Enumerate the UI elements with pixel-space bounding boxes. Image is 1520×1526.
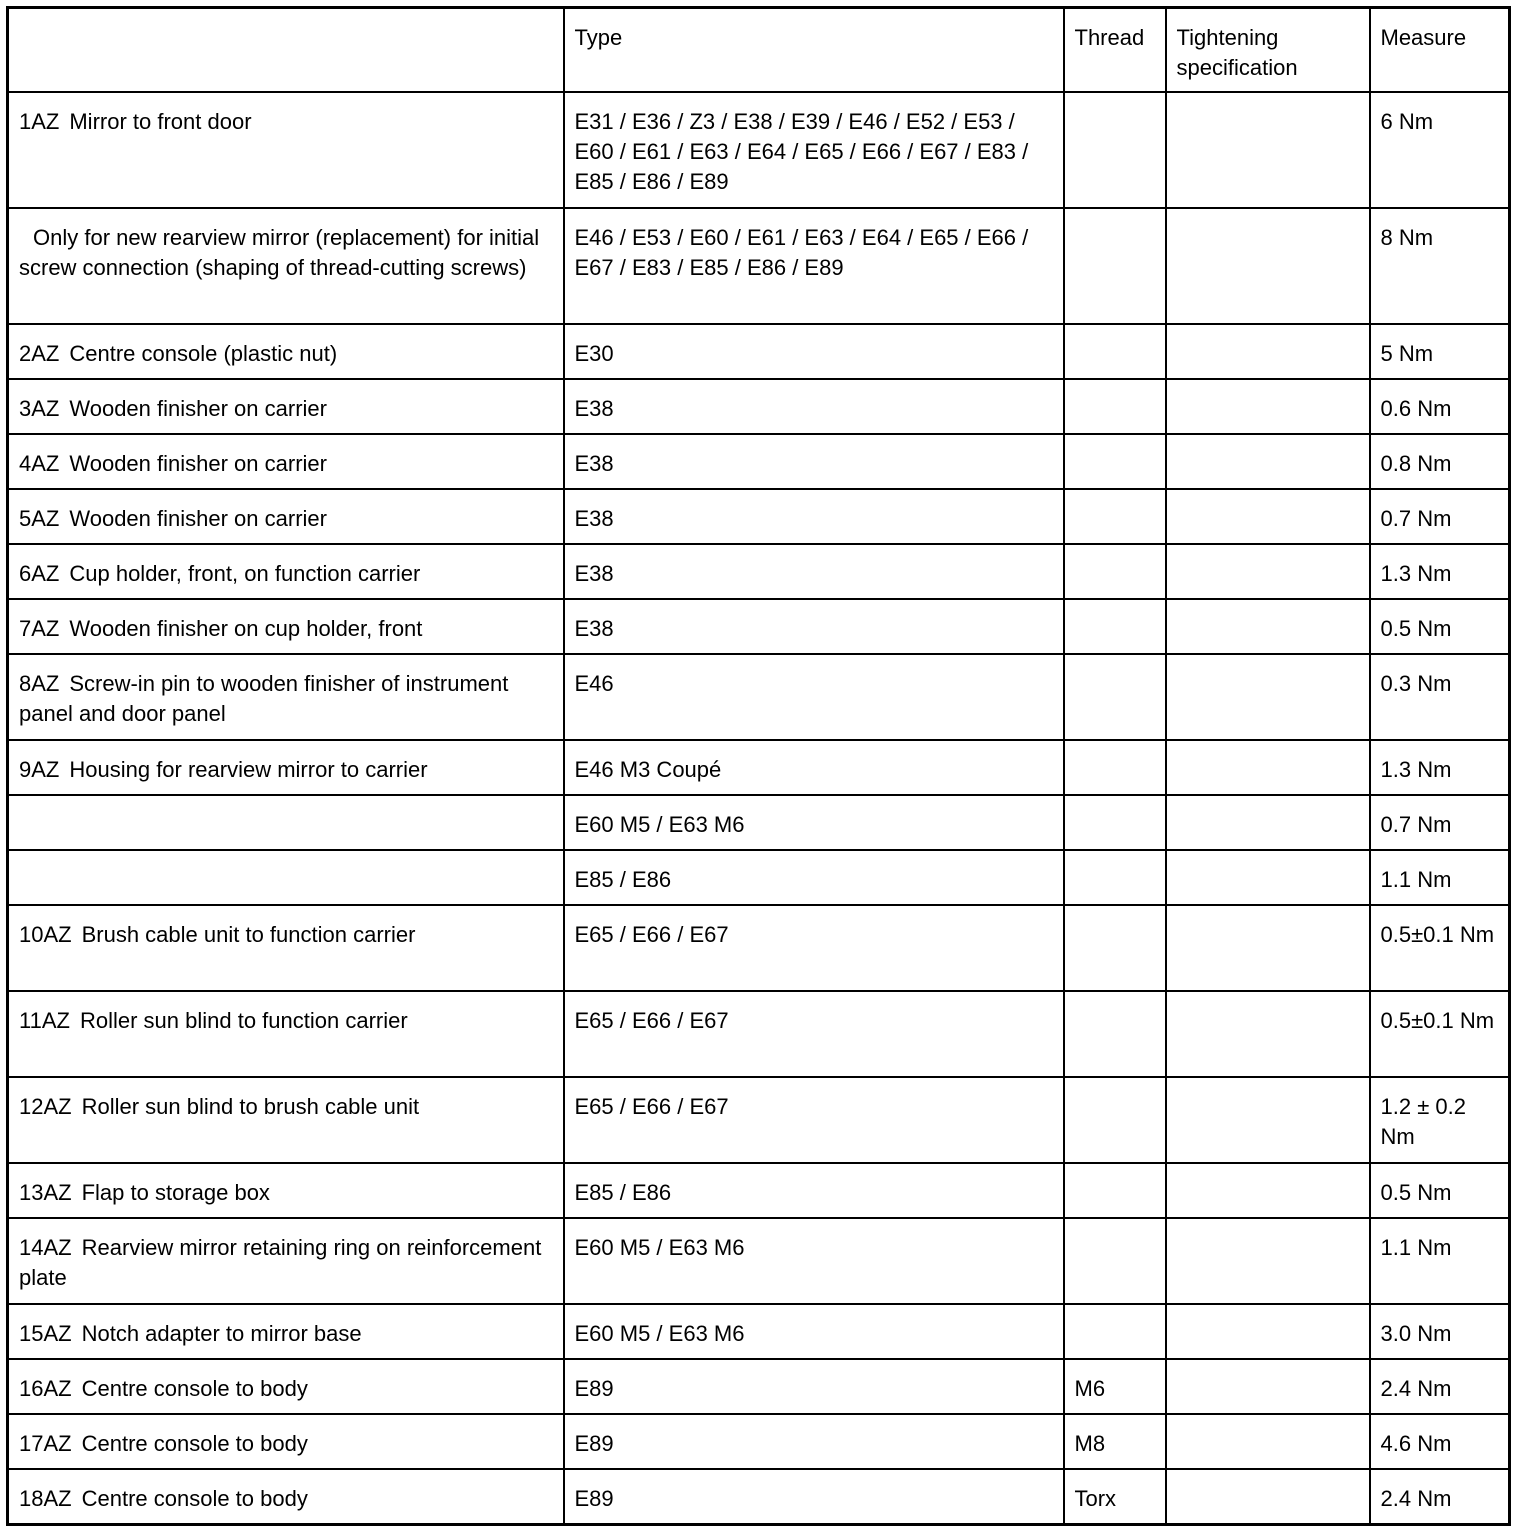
type-cell: E89 [564,1414,1064,1469]
table-row [8,208,1510,324]
measure-cell: 1.3 Nm [1370,544,1510,599]
item-description: Centre console (plastic nut) [69,341,338,366]
measure-cell: 1.1 Nm [1370,850,1510,905]
type-cell: E30 [564,324,1064,379]
item-id: 4AZ [19,451,60,476]
tightening-cell [1166,905,1370,991]
item-id: 5AZ [19,506,60,531]
tightening-cell [1166,434,1370,489]
item-id: 3AZ [19,396,60,421]
item-description: Screw-in pin to wooden finisher of instrument panel and door panel [19,671,509,726]
type-cell: E38 [564,599,1064,654]
type-cell: E38 [564,544,1064,599]
item-id: 12AZ [19,1094,72,1119]
item-cell [8,324,564,379]
item-description: Wooden finisher on carrier [69,506,327,531]
item-id: 18AZ [19,1486,72,1511]
item-cell [8,850,564,905]
item-cell [8,1304,564,1359]
type-cell: E31 / E36 / Z3 / E38 / E39 / E46 / E52 / E53 / E60 / E61 / E63 / E64 / E65 / E66 / E67 / E83 / E85 / E86 / E89 [564,92,1064,208]
type-cell: E46 M3 Coupé [564,740,1064,795]
table-row [8,92,1510,208]
item-description: Only for new rearview mirror (replacement) for initial screw connection (shaping of thread-cutting screws) [19,225,540,280]
tightening-cell [1166,544,1370,599]
thread-cell [1064,991,1166,1077]
measure-cell: 0.5 Nm [1370,599,1510,654]
item-id: 11AZ [19,1008,70,1033]
item-id: 10AZ [19,922,72,947]
table-row [8,324,1510,379]
type-cell: E89 [564,1359,1064,1414]
type-cell: E65 / E66 / E67 [564,991,1064,1077]
table-row [8,991,1510,1077]
table-row [8,1218,1510,1304]
measure-cell: 0.7 Nm [1370,489,1510,544]
measure-cell: 8 Nm [1370,208,1510,324]
table-row [8,1414,1510,1469]
item-id: 7AZ [19,616,60,641]
type-cell: E60 M5 / E63 M6 [564,1304,1064,1359]
type-cell: E46 [564,654,1064,740]
measure-cell: 0.5 Nm [1370,1163,1510,1218]
tightening-cell [1166,991,1370,1077]
item-id: 15AZ [19,1321,72,1346]
item-description: Centre console to body [81,1431,308,1456]
tightening-cell [1166,1077,1370,1163]
thread-cell [1064,654,1166,740]
item-description: Flap to storage box [81,1180,270,1205]
thread-cell [1064,1163,1166,1218]
item-id: 6AZ [19,561,60,586]
item-cell [8,905,564,991]
item-cell [8,1414,564,1469]
item-cell [8,740,564,795]
tightening-cell [1166,1469,1370,1525]
table-row [8,1359,1510,1414]
type-cell: E65 / E66 / E67 [564,1077,1064,1163]
table-row [8,599,1510,654]
item-cell [8,795,564,850]
thread-cell: M6 [1064,1359,1166,1414]
tightening-cell [1166,1304,1370,1359]
header-tightening-specification: Tightening specification [1166,8,1370,93]
header-row [8,8,1510,93]
thread-cell [1064,599,1166,654]
table-row [8,1304,1510,1359]
measure-cell: 0.6 Nm [1370,379,1510,434]
item-cell [8,379,564,434]
item-description: Centre console to body [81,1486,308,1511]
measure-cell: 0.5±0.1 Nm [1370,991,1510,1077]
item-id: 9AZ [19,757,60,782]
thread-cell [1064,850,1166,905]
tightening-cell [1166,1218,1370,1304]
thread-cell [1064,905,1166,991]
item-cell [8,434,564,489]
measure-cell: 0.8 Nm [1370,434,1510,489]
measure-cell: 4.6 Nm [1370,1414,1510,1469]
item-cell [8,1469,564,1525]
item-cell [8,544,564,599]
thread-cell [1064,1218,1166,1304]
type-cell: E89 [564,1469,1064,1525]
thread-cell [1064,1304,1166,1359]
item-description: Wooden finisher on carrier [69,451,327,476]
table-row [8,740,1510,795]
item-cell [8,489,564,544]
tightening-cell [1166,850,1370,905]
table-row [8,544,1510,599]
thread-cell: M8 [1064,1414,1166,1469]
item-cell [8,208,564,324]
type-cell: E85 / E86 [564,850,1064,905]
type-cell: E85 / E86 [564,1163,1064,1218]
thread-cell: Torx [1064,1469,1166,1525]
type-cell: E46 / E53 / E60 / E61 / E63 / E64 / E65 / E66 / E67 / E83 / E85 / E86 / E89 [564,208,1064,324]
tightening-cell [1166,324,1370,379]
item-description: Roller sun blind to brush cable unit [81,1094,420,1119]
item-description: Rearview mirror retaining ring on reinforcement plate [19,1235,542,1290]
header-measure: Measure [1370,8,1510,93]
tightening-cell [1166,795,1370,850]
thread-cell [1064,434,1166,489]
item-cell [8,1077,564,1163]
measure-cell: 5 Nm [1370,324,1510,379]
type-cell: E38 [564,489,1064,544]
thread-cell [1064,489,1166,544]
table-row [8,1163,1510,1218]
thread-cell [1064,379,1166,434]
table-row [8,379,1510,434]
thread-cell [1064,544,1166,599]
item-id: 2AZ [19,341,60,366]
table-row [8,1469,1510,1525]
item-id: 16AZ [19,1376,72,1401]
tightening-cell [1166,379,1370,434]
thread-cell [1064,208,1166,324]
header-thread: Thread [1064,8,1166,93]
item-cell [8,1163,564,1218]
item-description: Wooden finisher on cup holder, front [69,616,423,641]
tightening-cell [1166,1359,1370,1414]
thread-cell [1064,1077,1166,1163]
table-row [8,905,1510,991]
item-description: Housing for rearview mirror to carrier [69,757,428,782]
item-id: 17AZ [19,1431,72,1456]
tightening-cell [1166,208,1370,324]
item-description: Mirror to front door [69,109,252,134]
table-row [8,434,1510,489]
measure-cell: 3.0 Nm [1370,1304,1510,1359]
item-description: Wooden finisher on carrier [69,396,327,421]
table-row [8,850,1510,905]
tightening-cell [1166,489,1370,544]
type-cell: E60 M5 / E63 M6 [564,1218,1064,1304]
measure-cell: 0.3 Nm [1370,654,1510,740]
header-type: Type [564,8,1064,93]
header-item [8,8,564,93]
table-row [8,489,1510,544]
tightening-cell [1166,740,1370,795]
measure-cell: 2.4 Nm [1370,1359,1510,1414]
measure-cell: 1.2 ± 0.2 Nm [1370,1077,1510,1163]
type-cell: E60 M5 / E63 M6 [564,795,1064,850]
type-cell: E65 / E66 / E67 [564,905,1064,991]
type-cell: E38 [564,434,1064,489]
item-cell [8,991,564,1077]
item-cell [8,92,564,208]
table-row [8,1077,1510,1163]
measure-cell: 6 Nm [1370,92,1510,208]
thread-cell [1064,92,1166,208]
measure-cell: 1.3 Nm [1370,740,1510,795]
item-id: 1AZ [19,109,60,134]
measure-cell: 1.1 Nm [1370,1218,1510,1304]
item-description: Centre console to body [81,1376,308,1401]
item-description: Brush cable unit to function carrier [81,922,416,947]
type-cell: E38 [564,379,1064,434]
table-row [8,654,1510,740]
thread-cell [1064,740,1166,795]
tightening-cell [1166,92,1370,208]
item-id: 8AZ [19,671,60,696]
tightening-cell [1166,654,1370,740]
measure-cell: 0.5±0.1 Nm [1370,905,1510,991]
thread-cell [1064,324,1166,379]
item-id: 13AZ [19,1180,72,1205]
tightening-cell [1166,599,1370,654]
item-cell [8,1359,564,1414]
torque-spec-table [6,6,1511,1526]
measure-cell: 2.4 Nm [1370,1469,1510,1525]
item-cell [8,654,564,740]
item-description: Roller sun blind to function carrier [79,1008,408,1033]
item-cell [8,599,564,654]
item-description: Cup holder, front, on function carrier [69,561,421,586]
thread-cell [1064,795,1166,850]
item-description: Notch adapter to mirror base [81,1321,362,1346]
table-row [8,795,1510,850]
tightening-cell [1166,1163,1370,1218]
item-cell [8,1218,564,1304]
measure-cell: 0.7 Nm [1370,795,1510,850]
item-id: 14AZ [19,1235,72,1260]
tightening-cell [1166,1414,1370,1469]
